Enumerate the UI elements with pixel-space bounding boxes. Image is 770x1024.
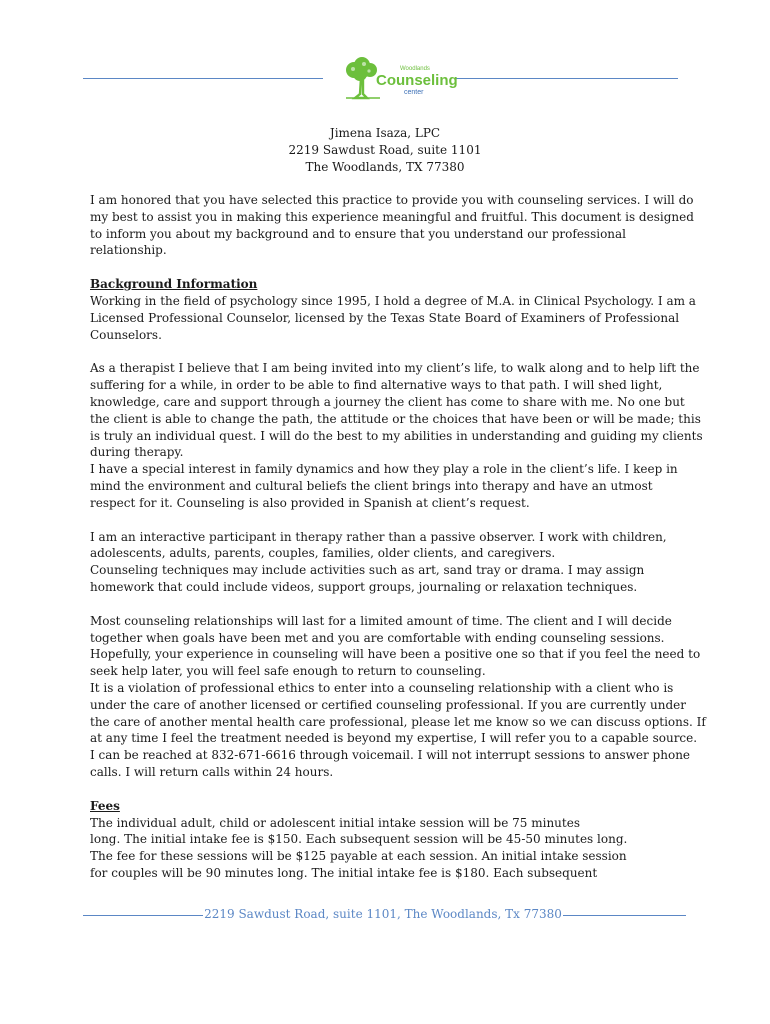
logo bbox=[340, 56, 458, 102]
footer-rule-right bbox=[563, 915, 686, 916]
practitioner-name: Jimena Isaza, LPC bbox=[329, 126, 441, 140]
background-paragraph-5: Counseling techniques may include activities such as art, sand tray or drama. I may assign homework that could include videos, support groups, journaling or relaxation techniques. bbox=[90, 563, 645, 594]
background-section bbox=[90, 276, 690, 293]
background-paragraph-2: As a therapist I believe that I am being invited into my client’s life, to walk along and to help lift the suffering for a while, in order to be able to find alternative ways to that path. I will shed light, knowledge, care and support through a journey the client has come to share with me. No one but the client is able to change the path, the attitude or the choices that have been or will be made; this is truly an individual quest. I will do the best to my abilities in understanding and guiding my clients during therapy. bbox=[90, 361, 703, 460]
logo-top-text: Woodlands bbox=[400, 66, 430, 72]
intro-paragraph: I am honored that you have selected this practice to provide you with counseling services. I will do my best to assist you in making this experience meaningful and fruitful. This document is designed to inform you about my background and to ensure that you understand our professional relationship. bbox=[90, 193, 694, 258]
practitioner-address-block bbox=[0, 125, 770, 176]
practitioner-street: 2219 Sawdust Road, suite 1101 bbox=[288, 143, 482, 157]
logo-bottom-text: center bbox=[404, 89, 424, 96]
background-paragraph-3: I have a special interest in family dynamics and how they play a role in the client’s life. I keep in mind the environment and cultural beliefs the client brings into therapy and have an utmost respect for it. Counseling is also provided in Spanish at client’s request. bbox=[90, 462, 678, 510]
footer-address: 2219 Sawdust Road, suite 1101, The Woodlands, Tx 77380 bbox=[204, 907, 562, 921]
background-paragraph-8: I can be reached at 832-671-6616 through voicemail. I will not interrupt sessions to answer phone calls. I will return calls within 24 hours. bbox=[90, 748, 691, 779]
header-rule-left bbox=[83, 78, 323, 79]
document-body bbox=[90, 192, 706, 882]
background-paragraph-1: Working in the field of psychology since 1995, I hold a degree of M.A. in Clinical Psychology. I am a Licensed Professional Counselor, licensed by the Texas State Board of Examiners of Professional Counselors. bbox=[90, 293, 696, 342]
practitioner-city: The Woodlands, TX 77380 bbox=[305, 160, 465, 174]
fees-heading: Fees bbox=[90, 798, 120, 813]
footer-rule-left bbox=[83, 915, 203, 916]
fees-section: Fees The individual adult, child or adolescent initial intake session will be 75 minutes long. The initial intake fee is $150. Each subsequent session will be 45-50 minutes long. The fee for these sessions will be $125 payable at each session. An initial intake session for couples will be 90 minutes long. The initial intake fee is $180. Each subsequent bbox=[90, 798, 690, 882]
background-heading: Background Information bbox=[90, 277, 258, 292]
logo-main-text: Counseling bbox=[376, 72, 458, 89]
background-paragraph-7: It is a violation of professional ethics to enter into a counseling relationship with a client who is under the care of another licensed or certified counseling professional. If you are currently under the care of another mental health care professional, please let me know so we can discuss options. If at any time I feel the treatment needed is beyond my expertise, I will refer you to a capable source. bbox=[90, 680, 706, 746]
header-rule-right bbox=[455, 78, 678, 79]
background-paragraph-4: I am an interactive participant in therapy rather than a passive observer. I work with children, adolescents, adults, parents, couples, families, older clients, and caregivers. bbox=[90, 529, 667, 561]
background-paragraph-6: Most counseling relationships will last for a limited amount of time. The client and I will decide together when goals have been met and you are comfortable with ending counseling sessions. Hopefully, your experience in counseling will have been a positive one so that if you feel the need to seek help later, you will feel safe enough to return to counseling. bbox=[90, 613, 701, 679]
